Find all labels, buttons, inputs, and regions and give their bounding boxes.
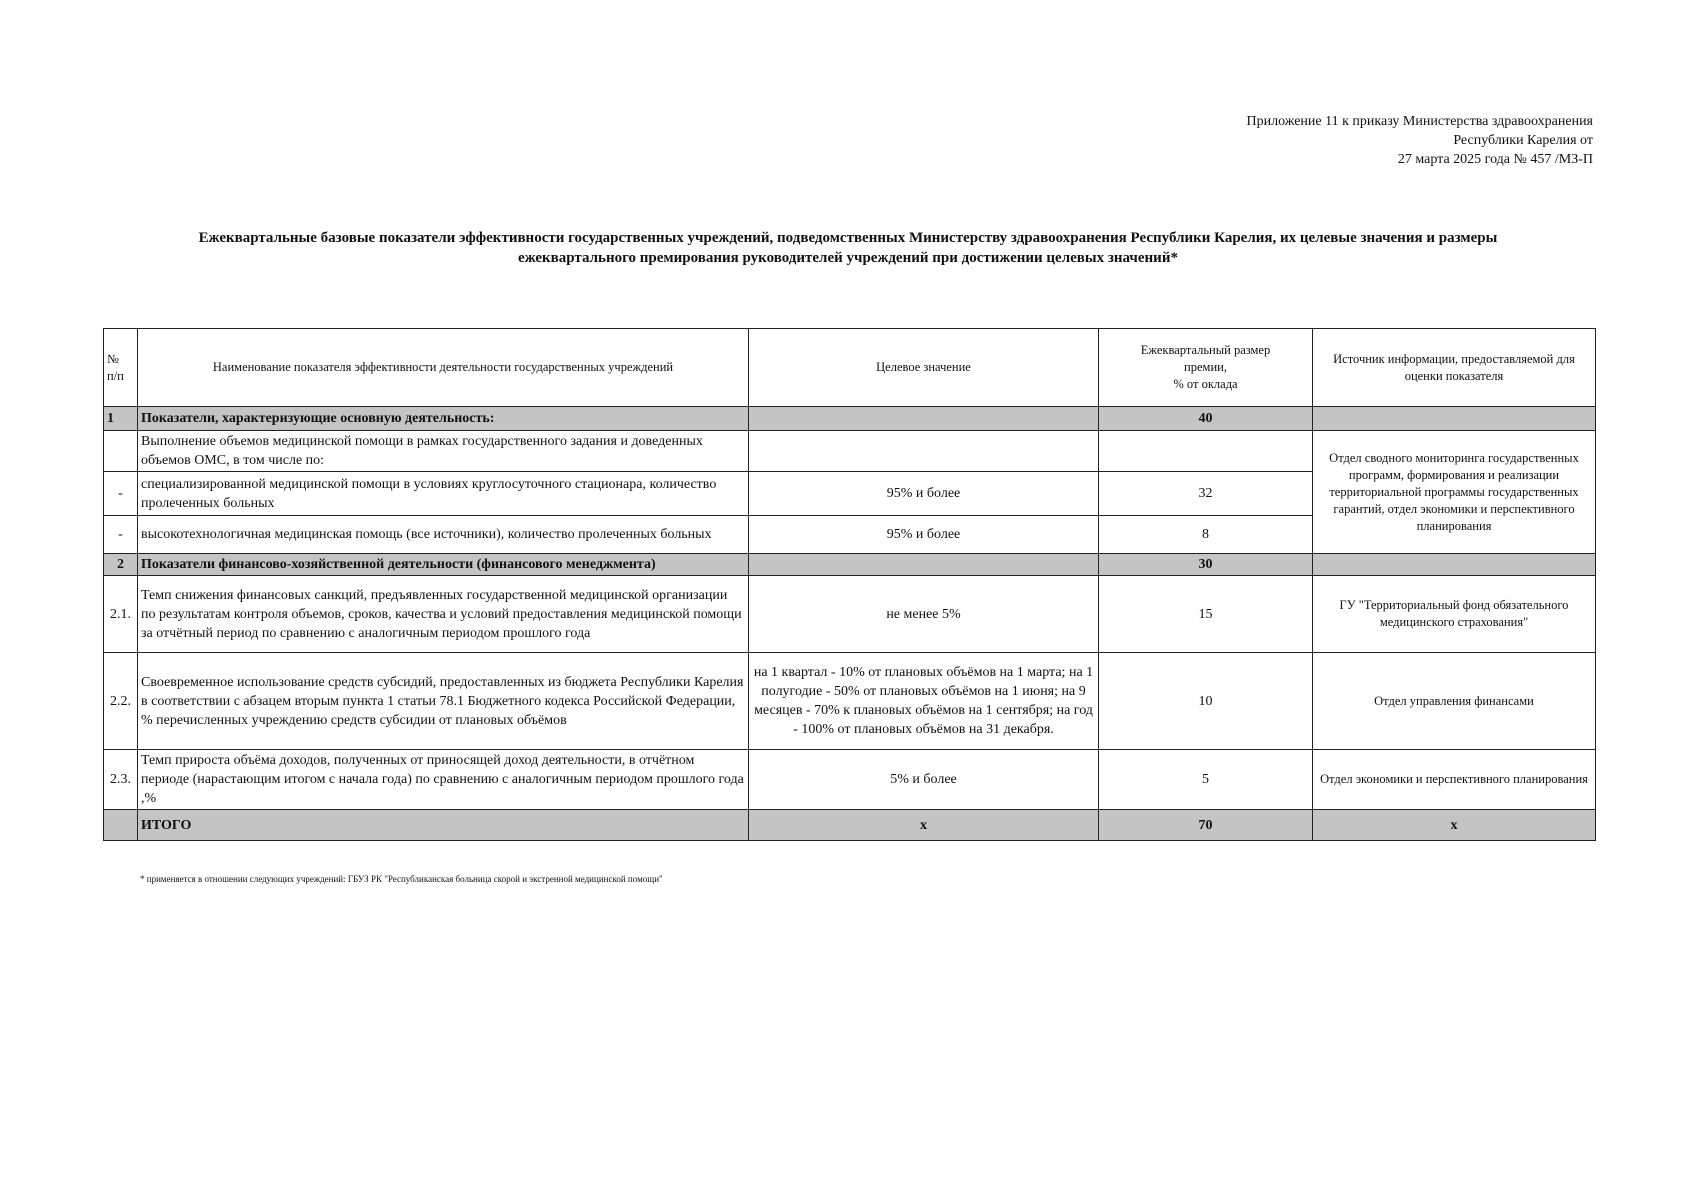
total-name: ИТОГО (138, 810, 749, 841)
section1-bonus: 40 (1099, 407, 1313, 431)
section-row-2 (104, 554, 1596, 576)
section2-target (749, 554, 1099, 576)
section2-bonus: 30 (1099, 554, 1313, 576)
row-1b-bonus: 8 (1099, 516, 1313, 554)
row-21-source: ГУ "Территориальный фонд обязательного медицинского страхования" (1313, 576, 1596, 653)
section1-num: 1 (104, 407, 138, 431)
section2-name: Показатели финансово-хозяйственной деятельности (финансового менеджмента) (138, 554, 749, 576)
section1-source-cell: Отдел сводного мониторинга государственных программ, формирования и реализации территориальной программы государственных гарантий, отдел экономики и перспективного планирования (1313, 431, 1596, 554)
document-title-line2: ежеквартального премирования руководителей учреждений при достижении целевых значений* (518, 250, 1178, 266)
header-bonus-line3: % от оклада (1173, 377, 1238, 391)
document-title (100, 228, 1596, 268)
table-row (104, 750, 1596, 810)
total-source: х (1313, 810, 1596, 841)
section1-name: Показатели, характеризующие основную деятельность: (138, 407, 749, 431)
document-title-line1: Ежеквартальные базовые показатели эффективности государственных учреждений, подведомственных Министерству здравоохранения Республики Карелия, их целевые значения и размеры (198, 230, 1498, 246)
header-source (1313, 329, 1596, 407)
total-bonus: 70 (1099, 810, 1313, 841)
section-row-1 (104, 407, 1596, 431)
appendix-note-line3: 27 марта 2025 года № 457 /МЗ-П (1397, 152, 1593, 167)
row-23-target: 5% и более (749, 750, 1099, 810)
row-1b-num: - (104, 516, 138, 554)
header-num-line2: п/п (107, 368, 124, 383)
row-22-num: 2.2. (104, 653, 138, 750)
section1-target (749, 407, 1099, 431)
header-bonus (1099, 329, 1313, 407)
row-1a-target: 95% и более (749, 472, 1099, 516)
row-23-source: Отдел экономики и перспективного планирования (1313, 750, 1596, 810)
row-22-target: на 1 квартал - 10% от плановых объёмов на 1 марта; на 1 полугодие - 50% от плановых объёмов на 1 июня; на 9 месяцев - 70% к плановых объёмов на 1 сентября; на год - 100% от плановых объёмов на 31 декабря. (749, 653, 1099, 750)
row-21-bonus: 15 (1099, 576, 1313, 653)
row-1a-name: специализированной медицинской помощи в условиях круглосуточного стационара, количество пролеченных больных (138, 472, 749, 516)
row-22-name: Своевременное использование средств субсидий, предоставленных из бюджета Республики Карелия в соответствии с абзацем вторым пункта 1 статьи 78.1 Бюджетного кодекса Российской Федерации, % перечисленных учреждению средств субсидии от плановых объёмов (138, 653, 749, 750)
row-intro-num (104, 431, 138, 472)
total-row (104, 810, 1596, 841)
header-num (104, 329, 138, 407)
row-21-num: 2.1. (104, 576, 138, 653)
total-num (104, 810, 138, 841)
appendix-note (1246, 112, 1593, 169)
appendix-note-line1: Приложение 11 к приказу Министерства здравоохранения (1246, 114, 1593, 129)
row-23-bonus: 5 (1099, 750, 1313, 810)
row-22-source: Отдел управления финансами (1313, 653, 1596, 750)
header-target: Целевое значение (749, 329, 1099, 407)
row-23-num: 2.3. (104, 750, 138, 810)
total-target: х (749, 810, 1099, 841)
row-1b-target: 95% и более (749, 516, 1099, 554)
row-23-name: Темп прироста объёма доходов, полученных от приносящей доход деятельности, в отчётном периоде (нарастающим итогом с начала года) по сравнению с аналогичным периодом прошлого года ,% (138, 750, 749, 810)
table-header-row (104, 329, 1596, 407)
row-1a-bonus: 32 (1099, 472, 1313, 516)
row-intro-bonus (1099, 431, 1313, 472)
table-row (104, 431, 1596, 472)
header-source-line1: Источник информации, предоставляемой для (1333, 351, 1575, 366)
section1-source (1313, 407, 1596, 431)
row-intro-name: Выполнение объемов медицинской помощи в рамках государственного задания и доведенных объемов ОМС, в том числе по: (138, 431, 749, 472)
section2-source (1313, 554, 1596, 576)
header-num-line1: № (107, 351, 119, 366)
row-intro-target (749, 431, 1099, 472)
row-1b-name: высокотехнологичная медицинская помощь (все источники), количество пролеченных больных (138, 516, 749, 554)
row-22-bonus: 10 (1099, 653, 1313, 750)
row-21-target: не менее 5% (749, 576, 1099, 653)
table-row (104, 576, 1596, 653)
header-name: Наименование показателя эффективности деятельности государственных учреждений (138, 329, 749, 407)
header-bonus-line1: Ежеквартальный размер (1140, 343, 1271, 357)
table-row (104, 653, 1596, 750)
header-source-line2: оценки показателя (1404, 368, 1504, 383)
appendix-note-line2: Республики Карелия от (1453, 133, 1593, 148)
header-bonus-line2: премии, (1184, 360, 1227, 374)
footnote: * применяется в отношении следующих учреждений: ГБУЗ РК "Республиканская больница скорой и экстренной медицинской помощи" (140, 874, 663, 884)
section2-num: 2 (104, 554, 138, 576)
indicators-table (103, 328, 1596, 841)
row-21-name: Темп снижения финансовых санкций, предъявленных государственной медицинской организации по результатам контроля объемов, сроков, качества и условий предоставления медицинской помощи за отчётный период по сравнению с аналогичным периодом прошлого года (138, 576, 749, 653)
row-1a-num: - (104, 472, 138, 516)
